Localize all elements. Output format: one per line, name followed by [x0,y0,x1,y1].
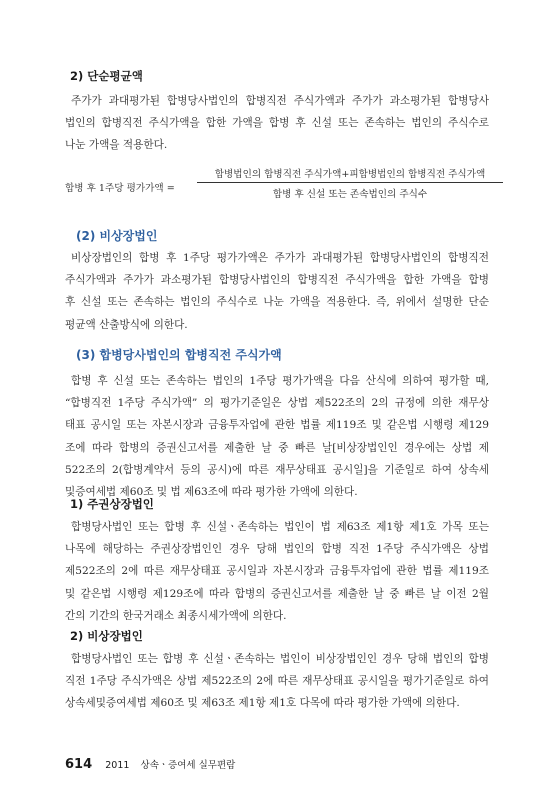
paragraph-listed [65,516,489,627]
formula-left-side: 합병 후 1주당 평가가액 = [65,183,175,194]
text-line: 나눈 가액을 적용한다. [65,139,168,152]
section-heading-pre-merger-value: (3) 합병당사법인의 합병직전 주식가액 [76,348,282,362]
text-line: 평균액 산출방식에 의한다. [65,318,188,331]
text-line: 합병당사법인 또는 합병 후 신설ㆍ존속하는 법인이 법 제63조 제1항 제1호 가목 또는 [71,521,489,533]
formula-denominator: 합병 후 신설 또는 존속법인의 주식수 [272,189,428,200]
section-heading-unlisted: (2) 비상장법인 [76,229,158,243]
text-line: 상속세및증여세법 제60조 및 제63조 제1항 제1호 다목에 따라 평가한 가액에 의한다. [65,697,460,710]
valuation-formula [65,169,505,202]
text-line: 제522조의 2에 따른 재무상태표 공시일과 자본시장과 금융투자업에 관한 법률 제119조 [65,565,489,578]
text-line: 522조의 2(합병계약서 등의 공시)에 따른 재무상태표 공시일]을 기준일로 하여 상속세 [65,463,489,476]
text-line: “합병직전 1주당 주식가액” 의 평가기준일은 상법 제522조의 2의 규정에 의한 재무상 [65,397,489,410]
text-line: 법인의 합병직전 주식가액을 합한 가액을 합병 후 신설 또는 존속하는 법인의 주식수로 [65,117,489,130]
text-line: 직전 1주당 주식가액은 상법 제522조의 2에 따른 재무상태표 공시일을 평가기준일로 하여 [65,675,489,688]
text-line: 주가가 과대평가된 합병당사법인의 합병직전 주식가액과 주가가 과소평가된 합병당사 [71,95,489,107]
subsection-heading-unlisted: 2) 비상장법인 [70,629,143,643]
section-heading-simple-average: 2) 단순평균액 [70,69,143,83]
paragraph-unlisted-sub [65,648,489,715]
text-line: 조에 따라 합병의 증권신고서를 제출한 날 중 빠른 날[비상장법인인 경우에는 상법 제 [65,441,489,454]
text-line: 합병 후 신설 또는 존속하는 법인의 1주당 평가가액을 다음 산식에 의하여 평가할 때, [71,375,489,387]
text-line: 간의 기간의 한국거래소 최종시세가액에 의한다. [65,609,287,622]
text-line: 비상장법인의 합병 후 1주당 평가가액은 주가가 과대평가된 합병당사법인의 합병직전 [71,252,489,264]
text-line: 합병당사법인 또는 합병 후 신설ㆍ존속하는 법인이 비상장법인인 경우 당해 법인의 합병 [71,653,489,665]
text-line: 나목에 해당하는 주권상장법인인 경우 당해 법인의 합병 직전 1주당 주식가액은 상법 [65,543,489,556]
text-line: 후 신설 또는 존속하는 법인의 주식수로 나눈 가액을 적용한다. 즉, 위에서 설명한 단순 [65,296,489,309]
footer-year: 2011 [105,760,130,771]
page-number: 614 [65,757,93,772]
paragraph-pre-merger-value [65,370,489,503]
paragraph-simple-average [65,90,489,157]
subsection-heading-listed: 1) 주권상장법인 [70,497,154,511]
text-line: 주식가액과 주가가 과소평가된 합병당사법인의 합병직전 주식가액을 합한 가액을 합병 [65,274,489,287]
footer-book-title: 상속ㆍ증여세 실무편람 [140,760,236,771]
paragraph-unlisted [65,247,489,336]
text-line: 및 같은법 시행령 제129조에 따라 합병의 증권신고서를 제출한 날 중 빠른 날 이전 2월 [65,587,489,600]
text-line: 및증여세법 제60조 및 법 제63조에 따라 평가한 가액에 의한다. [65,486,358,499]
formula-numerator: 합병법인의 합병직전 주식가액+피합병법인의 합병직전 주식가액 [214,169,486,180]
page-footer [65,753,235,772]
text-line: 태표 공시일 또는 자본시장과 금융투자업에 관한 법률 제119조 및 같은법 시행령 제129 [65,419,489,432]
formula-fraction-bar [197,182,503,183]
